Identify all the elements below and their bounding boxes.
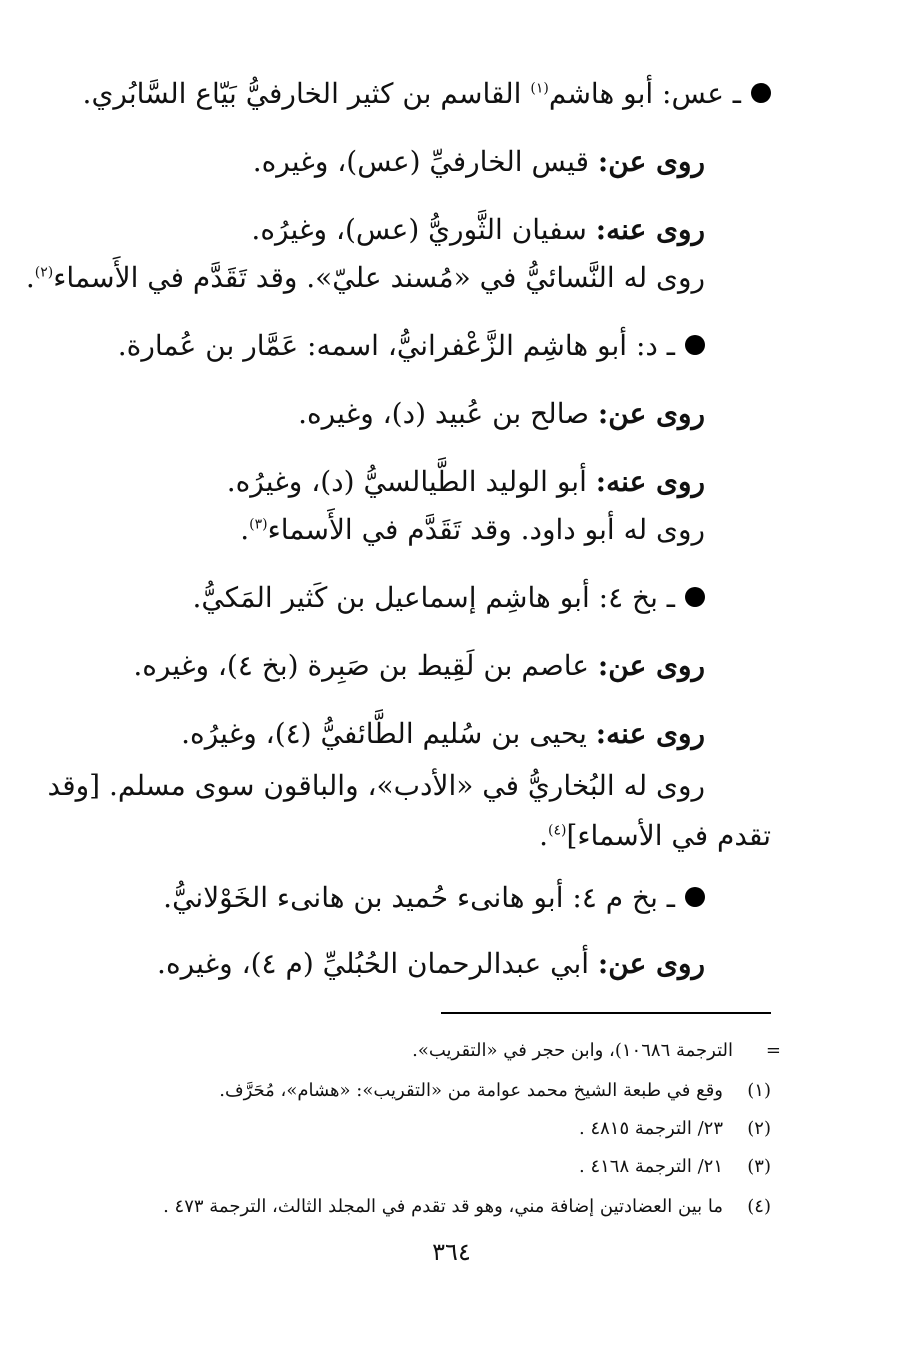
line-text: ـ بخ ٤: أبو هاشِم إسماعيل بن كَثير المَكيُّ. <box>192 581 675 614</box>
line-text: أبو الوليد الطَّيالسيُّ (د)، وغيرُه. <box>226 465 596 498</box>
bullet-icon <box>751 83 771 103</box>
footnote-item <box>80 1076 771 1106</box>
line-text: صالح بن عُبيد (د)، وغيره. <box>298 397 598 430</box>
line-text: يحيى بن سُليم الطَّائفيُّ (٤)، وغيرُه. <box>181 717 596 750</box>
bullet-icon <box>685 587 705 607</box>
narrated-for-line <box>25 258 705 298</box>
footnote-text: وقع في طبعة الشيخ محمد عوامة من «التقريب»: «هشام»، مُحَرَّف. <box>219 1080 723 1101</box>
label-bold: روى عن: <box>597 649 705 682</box>
narrated-for-line <box>40 510 705 550</box>
footnote-separator <box>441 1012 771 1014</box>
footnote-number: (٣) <box>747 1156 771 1177</box>
line-text: سفيان الثَّوريُّ (عس)، وغيرُه. <box>251 213 596 246</box>
narrated-by-line <box>40 714 705 754</box>
narrated-for-line <box>40 766 705 806</box>
entry-line-3 <box>40 578 705 618</box>
footnote-text: ما بين العضادتين إضافة مني، وهو قد تقدم في المجلد الثالث، الترجمة ٤٧٣ . <box>163 1196 723 1217</box>
line-text-after: . <box>539 819 548 852</box>
footnote-item <box>80 1192 771 1222</box>
footnote-ref: (٣) <box>249 516 268 533</box>
footnote-ref: (٤) <box>548 822 567 839</box>
line-text: روى له أبو داود. وقد تَقَدَّم في الأَسماء <box>267 513 705 546</box>
narrated-by-line <box>40 210 705 250</box>
footnote-item <box>80 1036 781 1066</box>
label-bold: روى عن: <box>597 397 705 430</box>
line-text: روى له البُخاريُّ في «الأدب»، والباقون سوى مسلم. [وقد <box>47 769 705 802</box>
line-text: ـ د: أبو هاشِم الزَّعْفرانيُّ، اسمه: عَمَّار بن عُمارة. <box>117 329 675 362</box>
narrated-from-line <box>40 944 705 984</box>
narrated-from-line <box>40 142 705 182</box>
footnote-number: (٤) <box>747 1196 771 1217</box>
line-text-after: . <box>240 513 250 546</box>
line-text: تقدم في الأسماء] <box>566 819 771 852</box>
footnote-text: ٢٣/ الترجمة ٤٨١٥ . <box>578 1118 723 1139</box>
line-text: قيس الخارفيِّ (عس)، وغيره. <box>252 145 598 178</box>
footnote-number: (١) <box>747 1080 771 1101</box>
entry-line-1 <box>40 74 771 114</box>
footnote-number: (٢) <box>747 1118 771 1139</box>
line-text-after: القاسم بن كثير الخارفيُّ بَيّاع السَّابُري. <box>82 77 531 110</box>
footnote-ref: (٢) <box>34 264 54 281</box>
line-text: عاصم بن لَقِيط بن صَبِرة (بخ ٤)، وغيره. <box>133 649 598 682</box>
footnote-number: = <box>765 1040 781 1061</box>
footnote-text: ٢١/ الترجمة ٤١٦٨ . <box>578 1156 723 1177</box>
narrated-from-line <box>40 646 705 686</box>
line-text: أبي عبدالرحمان الحُبُليِّ (م ٤)، وغيره. <box>157 947 598 980</box>
bullet-icon <box>685 887 705 907</box>
label-bold: روى عنه: <box>595 717 705 750</box>
label-bold: روى عنه: <box>595 213 705 246</box>
narrated-for-continuation <box>40 816 771 856</box>
label-bold: روى عنه: <box>595 465 705 498</box>
bullet-icon <box>685 335 705 355</box>
line-text: روى له النَّسائيُّ في «مُسند عليّ». وقد تَقَدَّم في الأَسماء <box>53 261 705 294</box>
entry-line-4 <box>40 878 705 918</box>
line-text: ـ عس: أبو هاشم <box>548 77 741 110</box>
footnote-ref: (١) <box>530 80 549 97</box>
footnote-item <box>80 1114 771 1144</box>
footnote-text: الترجمة ١٠٦٨٦)، وابن حجر في «التقريب». <box>412 1040 733 1061</box>
footnote-item <box>80 1152 771 1182</box>
page-number: ٣٦٤ <box>432 1238 471 1266</box>
line-text-after: . <box>25 261 35 294</box>
entry-line-2 <box>40 326 705 366</box>
narrated-by-line <box>40 462 705 502</box>
label-bold: روى عن: <box>597 145 705 178</box>
line-text: ـ بخ م ٤: أبو هانىء حُميد بن هانىء الخَوْلانيُّ. <box>163 881 675 914</box>
narrated-from-line <box>40 394 705 434</box>
label-bold: روى عن: <box>597 947 705 980</box>
